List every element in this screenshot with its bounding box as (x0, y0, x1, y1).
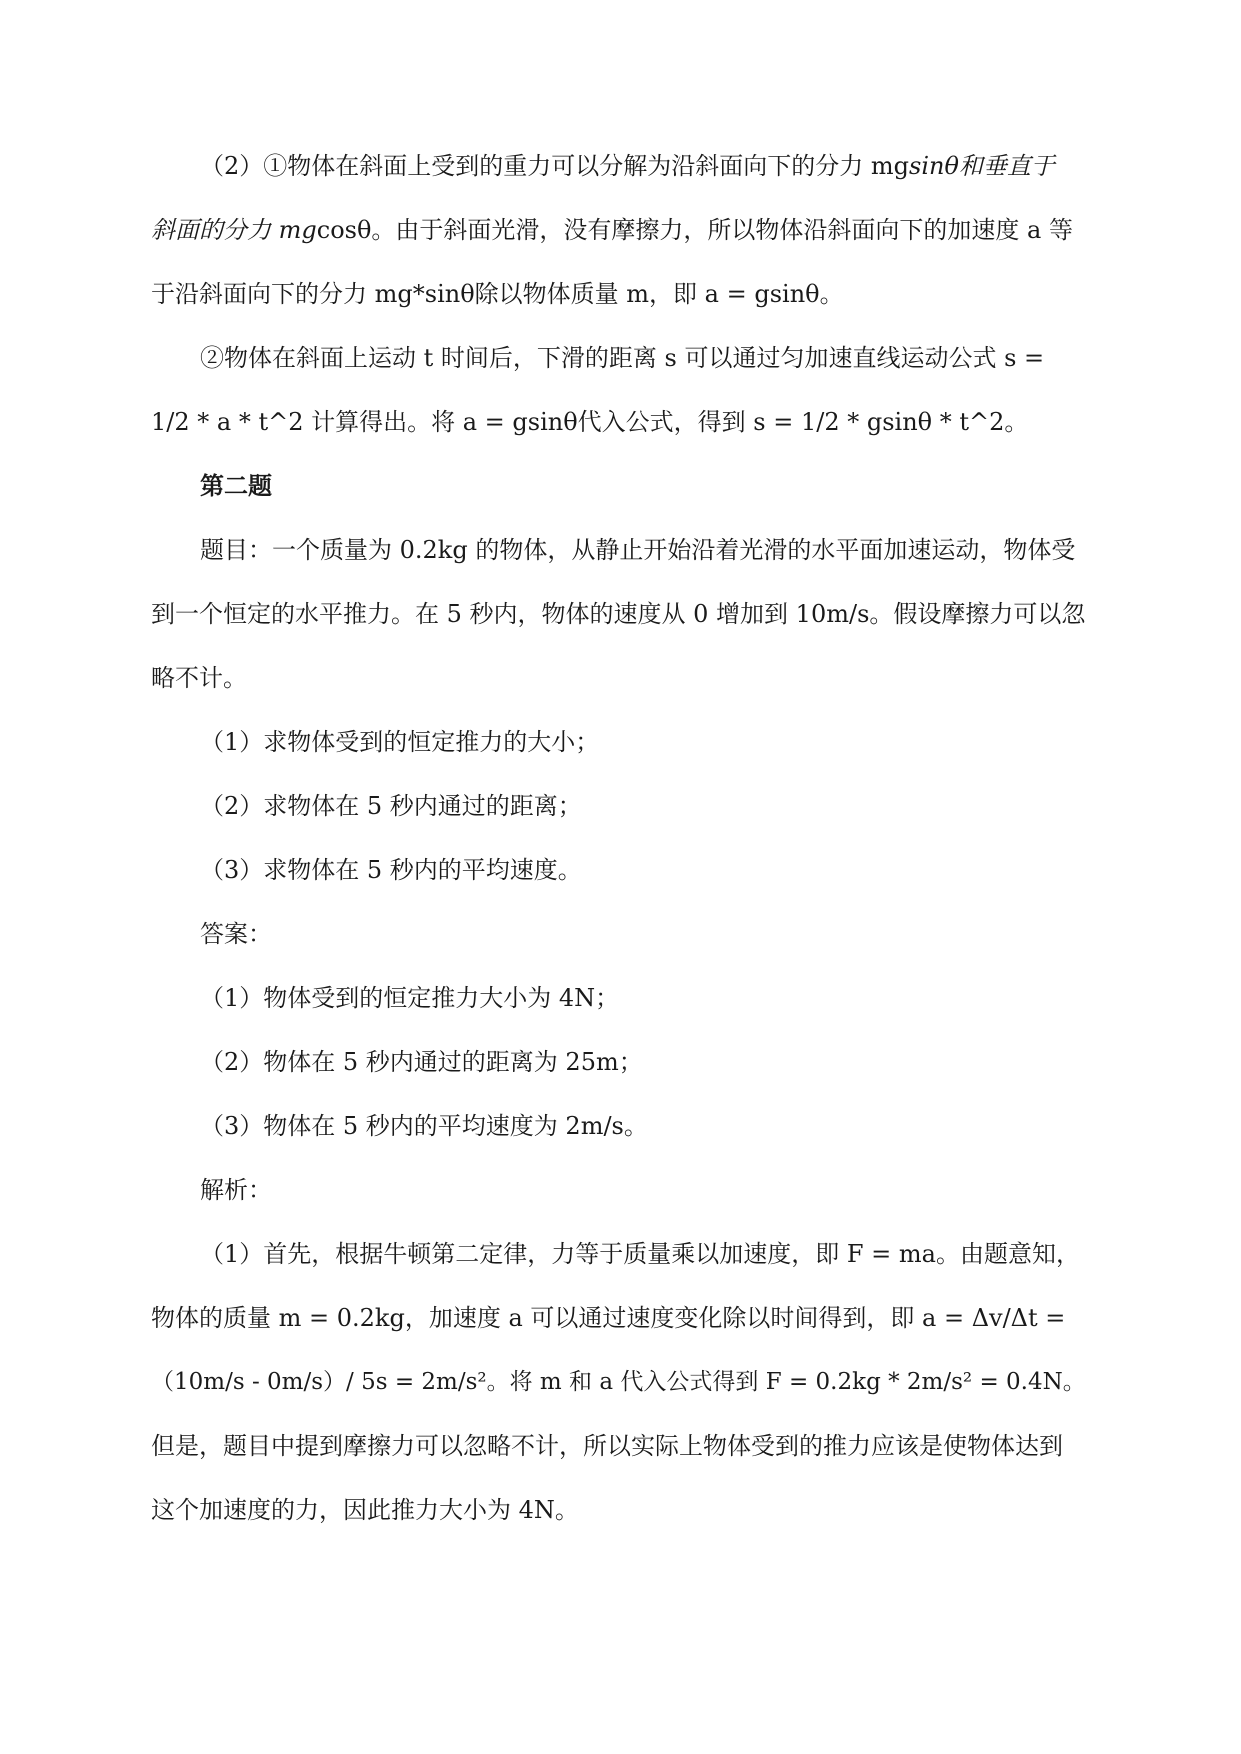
p1-line-1-italic: sinθ和垂直于 (909, 152, 1055, 180)
analysis-label: 解析： (200, 1176, 272, 1204)
section-heading: 第二题 (200, 471, 272, 500)
answer-label: 答案： (200, 920, 272, 948)
p1-line-1-text: （2）①物体在斜面上受到的重力可以分解为沿斜面向下的分力 mg (200, 152, 910, 180)
question-line-3: 略不计。 (151, 664, 247, 692)
answer-1: （1）物体受到的恒定推力大小为 4N； (200, 984, 620, 1012)
sub-question-1: （1）求物体受到的恒定推力的大小； (200, 728, 600, 756)
p1-line-3: 于沿斜面向下的分力 mg*sinθ除以物体质量 m，即 a = gsinθ。 (151, 280, 844, 308)
question-line-1: 题目：一个质量为 0.2kg 的物体，从静止开始沿着光滑的水平面加速运动，物体受 (200, 536, 1076, 564)
question-line-2: 到一个恒定的水平推力。在 5 秒内，物体的速度从 0 增加到 10m/s。假设摩擦力可以忽 (151, 600, 1086, 628)
analysis-line-4: 但是，题目中提到摩擦力可以忽略不计，所以实际上物体受到的推力应该是使物体达到 (151, 1432, 1063, 1460)
analysis-line-2: 物体的质量 m = 0.2kg，加速度 a 可以通过速度变化除以时间得到，即 a = Δv/Δt = (151, 1304, 1066, 1332)
p1-line-2-text: cosθ。由于斜面光滑，没有摩擦力，所以物体沿斜面向下的加速度 a 等 (316, 216, 1073, 244)
p1-line-2-italic: 斜面的分力 mg (151, 216, 317, 244)
p1-line-1 (200, 151, 1055, 181)
answer-2: （2）物体在 5 秒内通过的距离为 25m； (200, 1048, 643, 1076)
p2-line-1: ②物体在斜面上运动 t 时间后，下滑的距离 s 可以通过匀加速直线运动公式 s = (200, 344, 1045, 372)
sub-question-3: （3）求物体在 5 秒内的平均速度。 (200, 856, 582, 884)
analysis-line-5: 这个加速度的力，因此推力大小为 4N。 (151, 1496, 579, 1524)
p1-line-2 (151, 215, 1073, 245)
analysis-line-1: （1）首先，根据牛顿第二定律，力等于质量乘以加速度，即 F = ma。由题意知， (200, 1240, 1080, 1268)
p2-line-2: 1/2 * a * t^2 计算得出。将 a = gsinθ代入公式，得到 s = 1/2 * gsinθ * t^2。 (151, 408, 1029, 436)
sub-question-2: （2）求物体在 5 秒内通过的距离； (200, 792, 582, 820)
analysis-line-3: （10m/s - 0m/s）/ 5s = 2m/s²。将 m 和 a 代入公式得到 F = 0.2kg * 2m/s² = 0.4N。 (151, 1369, 1086, 1395)
answer-3: （3）物体在 5 秒内的平均速度为 2m/s。 (200, 1112, 648, 1140)
